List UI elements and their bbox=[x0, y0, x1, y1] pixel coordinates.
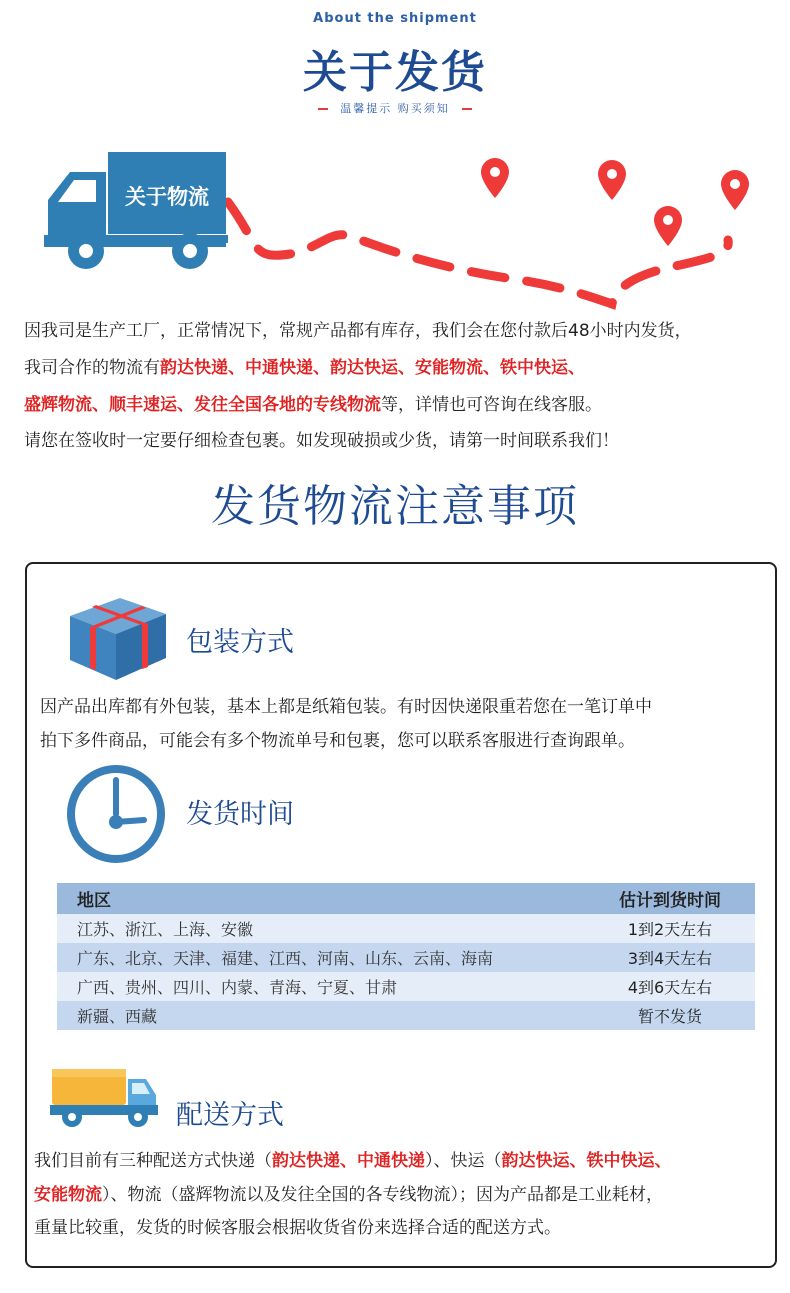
intro-line-1: 因我司是生产工厂，正常情况下，常规产品都有库存，我们会在您付款后48小时内发货， bbox=[24, 321, 692, 341]
hero-banner bbox=[0, 140, 790, 320]
package-box-icon bbox=[62, 592, 172, 686]
clock-icon bbox=[64, 762, 168, 870]
page-title: 关于发货 bbox=[303, 47, 487, 98]
divider-right bbox=[462, 108, 472, 110]
intro-line-3-suffix: 等，详情也可咨询在线客服。 bbox=[381, 395, 602, 415]
time-cell: 1到2天左右 bbox=[585, 914, 755, 943]
intro-line-4: 请您在签收时一定要仔细检查包裹。如发现破损或少货，请第一时间联系我们！ bbox=[24, 431, 619, 451]
delivery-text: ）、物流（盛辉物流以及发往全国的各专线物流）；因为产品都是工业耗材， bbox=[102, 1185, 663, 1205]
eyebrow-text: About the shipment bbox=[313, 11, 477, 26]
express-carriers: 韵达快递、中通快递 bbox=[272, 1151, 425, 1171]
shipping-time-table bbox=[57, 883, 755, 1030]
packaging-title: 包装方式 bbox=[186, 627, 294, 658]
divider-left bbox=[318, 108, 328, 110]
time-cell: 3到4天左右 bbox=[585, 943, 755, 972]
region-cell: 广东、北京、天津、福建、江西、河南、山东、云南、海南 bbox=[57, 943, 585, 972]
tips-line bbox=[0, 100, 790, 116]
delivery-truck-icon bbox=[50, 1065, 160, 1135]
region-cell: 新疆、西藏 bbox=[57, 1001, 585, 1030]
packaging-line-2: 拍下多件商品，可能会有多个物流单号和包裹，您可以联系客服进行查询跟单。 bbox=[40, 731, 635, 751]
carrier-list-2: 盛辉物流、顺丰速运、发往全国各地的专线物流 bbox=[24, 395, 381, 415]
delivery-line-3: 重量比较重，发货的时候客服会根据收货省份来选择合适的配送方式。 bbox=[34, 1218, 561, 1238]
table-row bbox=[57, 943, 755, 972]
location-pin-icon bbox=[654, 206, 682, 246]
delivery-text: 我们目前有三种配送方式快递（ bbox=[34, 1151, 272, 1171]
delivery-line-2 bbox=[34, 1178, 663, 1212]
freight-carrier-anneng: 安能物流 bbox=[34, 1185, 102, 1205]
table-header-region: 地区 bbox=[57, 883, 585, 914]
delivery-title: 配送方式 bbox=[176, 1100, 284, 1131]
region-cell: 广西、贵州、四川、内蒙、青海、宁夏、甘肃 bbox=[57, 972, 585, 1001]
intro-line-2 bbox=[24, 350, 774, 386]
intro-line-2-prefix: 我司合作的物流有 bbox=[24, 358, 160, 378]
table-row bbox=[57, 972, 755, 1001]
delivery-line-1 bbox=[34, 1144, 672, 1178]
freight-carriers: 韵达快运、铁中快运、 bbox=[501, 1151, 672, 1171]
time-cell: 4到6天左右 bbox=[585, 972, 755, 1001]
section-title: 发货物流注意事项 bbox=[211, 481, 579, 532]
table-header-time: 估计到货时间 bbox=[585, 883, 755, 914]
location-pin-icon bbox=[598, 160, 626, 200]
truck-label: 关于物流 bbox=[125, 185, 209, 209]
packaging-line-1: 因产品出库都有外包装，基本上都是纸箱包装。有时因快递限重若您在一笔订单中 bbox=[40, 697, 652, 717]
tips-text: 温馨提示 购买须知 bbox=[340, 102, 450, 115]
carrier-list-1: 韵达快递、中通快递、韵达快运、安能物流、铁中快运、 bbox=[160, 358, 585, 378]
region-cell: 江苏、浙江、上海、安徽 bbox=[57, 914, 585, 943]
table-header-row bbox=[57, 883, 755, 914]
time-cell: 暂不发货 bbox=[585, 1001, 755, 1030]
delivery-text: ）、快运（ bbox=[425, 1151, 502, 1171]
location-pin-icon bbox=[721, 170, 749, 210]
location-pin-icon bbox=[481, 158, 509, 198]
table-row bbox=[57, 1001, 755, 1030]
ship-time-title: 发货时间 bbox=[186, 799, 294, 830]
truck-icon bbox=[0, 140, 790, 320]
intro-line-3 bbox=[24, 387, 774, 423]
table-row bbox=[57, 914, 755, 943]
